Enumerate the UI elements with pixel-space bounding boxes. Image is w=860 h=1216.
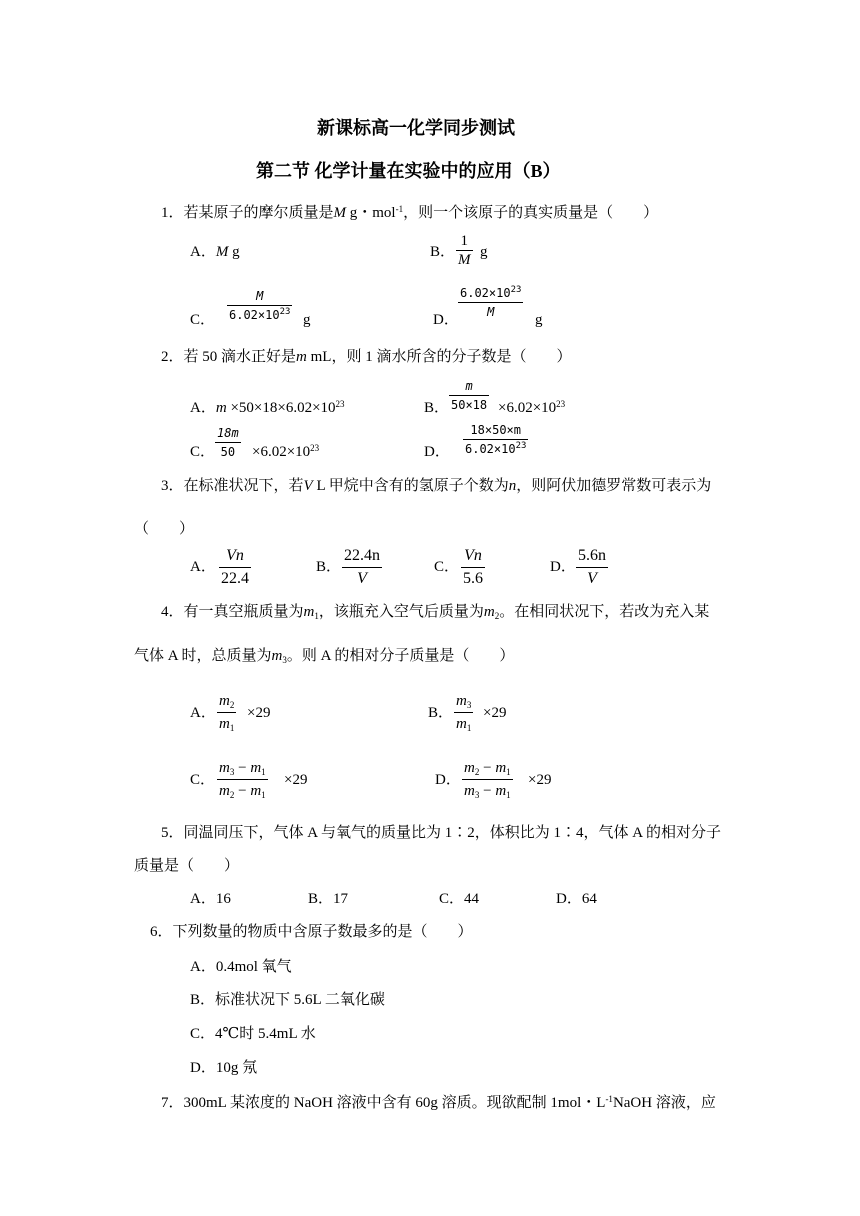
q2-option-c-tail <box>252 442 319 462</box>
denominator: 50 <box>215 442 241 461</box>
question-3-stem <box>161 476 711 496</box>
q4-option-d-times: ×29 <box>528 772 552 788</box>
q6-option-d: D．10g 氖 <box>190 1060 258 1076</box>
q1-unit: g・mol <box>346 205 396 221</box>
section-subtitle: 第二节 化学计量在实验中的应用（B） <box>256 161 561 181</box>
option-exp: 23 <box>310 443 320 453</box>
numerator <box>458 284 523 302</box>
q2-option-c-fraction <box>215 424 241 461</box>
q1-option-d-fraction <box>458 284 523 321</box>
denominator <box>454 712 473 735</box>
q1-option-b-fraction <box>456 232 473 269</box>
var: m <box>219 716 230 732</box>
q4-var: m <box>303 604 315 620</box>
q1-option-a <box>190 242 240 262</box>
q4-text3: 。在相同状况下，若改为充入某 <box>499 604 710 620</box>
exp: 23 <box>279 307 291 317</box>
q4-option-c-label: C． <box>190 772 216 788</box>
option-var: m <box>215 400 227 416</box>
question-4-stem <box>161 602 709 622</box>
q4-option-a-label: A． <box>190 705 216 721</box>
option-var: M <box>215 244 229 260</box>
numerator: 5.6n <box>578 547 606 564</box>
sub: 1 <box>261 790 266 800</box>
q7-exp: -1 <box>605 1094 613 1104</box>
var: m <box>464 760 475 776</box>
numerator: Vn <box>226 547 244 564</box>
q3-option-c-label: C． <box>434 559 460 575</box>
q4-option-b-fraction <box>454 690 473 735</box>
q7-text: 7．300mL 某浓度的 NaOH 溶液中含有 60g 溶质。现欲配制 1mol・L <box>161 1095 606 1111</box>
q2-option-b-label: B． <box>424 400 450 416</box>
question-6-stem: 6．下列数量的物质中含原子数最多的是（ ） <box>150 924 473 940</box>
q4-var: m <box>271 648 283 664</box>
exp: 23 <box>515 441 527 451</box>
q1-option-c-label: C． <box>190 312 216 328</box>
sub: 1 <box>261 767 266 777</box>
numerator: M <box>256 289 264 303</box>
q5-option-a: A．16 <box>190 891 231 907</box>
sub: 3 <box>229 767 235 777</box>
question-2-stem <box>161 347 571 367</box>
q1-var: M <box>333 205 347 221</box>
minus: − <box>479 760 496 776</box>
var: m <box>456 716 467 732</box>
q1-option-d-unit: g <box>535 312 543 328</box>
minus: − <box>234 760 251 776</box>
q2-option-a <box>190 398 345 418</box>
var: m <box>219 783 230 799</box>
option-text: ×50×18×6.02×10 <box>226 400 336 416</box>
q4-option-b-label: B． <box>428 705 454 721</box>
question-5-stem: 5．同温同压下，气体 A 与氧气的质量比为 1∶2，体积比为 1∶4，气体 A 的相对分子 <box>161 825 722 841</box>
numerator <box>454 690 473 712</box>
q1-option-d-label: D． <box>433 312 459 328</box>
q1-option-c-unit: g <box>303 312 311 328</box>
denominator: M <box>458 302 523 321</box>
q4-option-d-fraction <box>462 757 513 802</box>
q4-option-a-times: ×29 <box>247 705 271 721</box>
denominator <box>463 439 528 458</box>
q4-option-d-label: D． <box>435 772 461 788</box>
q4-sub: 2 <box>494 611 500 621</box>
denominator <box>227 305 292 324</box>
q2-option-d-fraction <box>463 421 528 458</box>
q4-sub: 1 <box>314 611 319 621</box>
q4-text2: ，该瓶充入空气后质量为 <box>318 604 484 620</box>
q4-option-b-times: ×29 <box>483 705 507 721</box>
q3-option-c-fraction <box>461 545 485 590</box>
q2-option-b-fraction <box>449 377 489 414</box>
base: 6.02×10 <box>229 308 280 322</box>
numerator: 18×50×m <box>470 423 521 437</box>
option-exp: 23 <box>556 399 566 409</box>
q6-option-a: A．0.4mol 氧气 <box>190 959 292 975</box>
q3-option-a-label: A． <box>190 559 216 575</box>
option-exp: 23 <box>335 399 345 409</box>
q3-option-d-label: D． <box>550 559 576 575</box>
q2-text: 2．若 50 滴水正好是 <box>161 349 297 365</box>
q4-text4: 气体 A 时，总质量为 <box>134 648 272 664</box>
denominator: 50×18 <box>449 395 489 414</box>
numerator: 1 <box>460 233 468 249</box>
q4-option-a-fraction <box>217 690 236 735</box>
question-7-stem <box>161 1093 716 1113</box>
denominator <box>217 712 236 735</box>
option-text: ×6.02×10 <box>252 444 311 460</box>
denominator: 22.4 <box>219 567 251 590</box>
q3-option-d-fraction <box>576 545 608 590</box>
denominator: 5.6 <box>461 567 485 590</box>
sub: 2 <box>229 700 235 710</box>
q1-option-b-unit: g <box>480 244 488 260</box>
denominator <box>217 779 268 802</box>
q3-option-b-fraction <box>342 545 382 590</box>
question-5-stem-line2: 质量是（ ） <box>134 858 240 874</box>
sub: 2 <box>474 767 480 777</box>
minus: − <box>234 783 251 799</box>
numerator: m <box>465 379 473 393</box>
var: m <box>250 760 262 776</box>
var: m <box>250 783 262 799</box>
sub: 1 <box>229 723 235 733</box>
q5-option-d: D．64 <box>556 891 597 907</box>
q6-option-c: C．4℃时 5.4mL 水 <box>190 1026 316 1042</box>
var: m <box>219 760 230 776</box>
q1-tail: ，则一个该原子的真实质量是（ ） <box>403 205 659 221</box>
q1-text: 1．若某原子的摩尔质量是 <box>161 205 334 221</box>
option-text: ×6.02×10 <box>498 400 557 416</box>
q3-text: 3．在标准状况下，若 <box>161 478 304 494</box>
sub: 2 <box>229 790 235 800</box>
denominator <box>462 779 513 802</box>
question-1-stem <box>161 203 658 223</box>
sub: 1 <box>506 767 511 777</box>
q2-var: m <box>296 349 307 365</box>
numerator <box>462 757 513 779</box>
q5-option-b: B．17 <box>308 891 349 907</box>
numerator: 18m <box>217 426 239 440</box>
q5-option-c: C．44 <box>439 891 480 907</box>
question-3-paren: （ ） <box>134 521 195 537</box>
numerator <box>217 757 268 779</box>
minus: − <box>479 783 496 799</box>
numerator: 22.4n <box>344 547 380 564</box>
q2-option-c-label: C． <box>190 444 216 460</box>
page-title: 新课标高一化学同步测试 <box>317 118 515 138</box>
q4-var: m <box>483 604 495 620</box>
q4-option-c-fraction <box>217 757 268 802</box>
q6-option-b: B．标准状况下 5.6L 二氧化碳 <box>190 992 385 1008</box>
q3-var2: n <box>508 478 517 494</box>
q2-option-d-label: D． <box>424 444 450 460</box>
base: 6.02×10 <box>460 286 511 300</box>
var: m <box>456 693 467 709</box>
exp: 23 <box>510 285 522 295</box>
q1-option-b-label: B． <box>430 244 456 260</box>
q1-option-c-fraction <box>227 287 292 324</box>
q2-tail: mL，则 1 滴水所含的分子数是（ ） <box>306 349 572 365</box>
q3-tail: ，则阿伏加德罗常数可表示为 <box>516 478 712 494</box>
q4-text: 4．有一真空瓶质量为 <box>161 604 304 620</box>
sub: 3 <box>474 790 480 800</box>
q3-option-a-fraction <box>219 545 251 590</box>
q3-var: V <box>303 478 313 494</box>
option-label: A． <box>190 400 216 416</box>
base: 6.02×10 <box>465 442 516 456</box>
q1-exp: -1 <box>395 204 404 214</box>
sub: 1 <box>466 723 472 733</box>
numerator <box>217 690 236 712</box>
q7-tail: NaOH 溶液，应 <box>612 1095 716 1111</box>
q3-text2: L 甲烷中含有的氢原子个数为 <box>312 478 509 494</box>
var: m <box>495 760 507 776</box>
numerator: Vn <box>464 547 482 564</box>
denominator: V <box>576 567 608 590</box>
q4-sub: 3 <box>282 655 287 665</box>
option-label: A． <box>190 244 216 260</box>
var: m <box>495 783 507 799</box>
question-4-stem-line2 <box>134 646 514 666</box>
denominator: V <box>342 567 382 590</box>
var: m <box>219 693 230 709</box>
q3-option-b-label: B． <box>316 559 342 575</box>
option-unit: g <box>228 244 240 260</box>
denominator: M <box>458 252 471 268</box>
sub: 1 <box>506 790 511 800</box>
sub: 3 <box>466 700 472 710</box>
var: m <box>464 783 475 799</box>
q4-option-c-times: ×29 <box>284 772 308 788</box>
q4-tail: 。则 A 的相对分子质量是（ ） <box>286 648 515 664</box>
q2-option-b-tail <box>498 398 565 418</box>
